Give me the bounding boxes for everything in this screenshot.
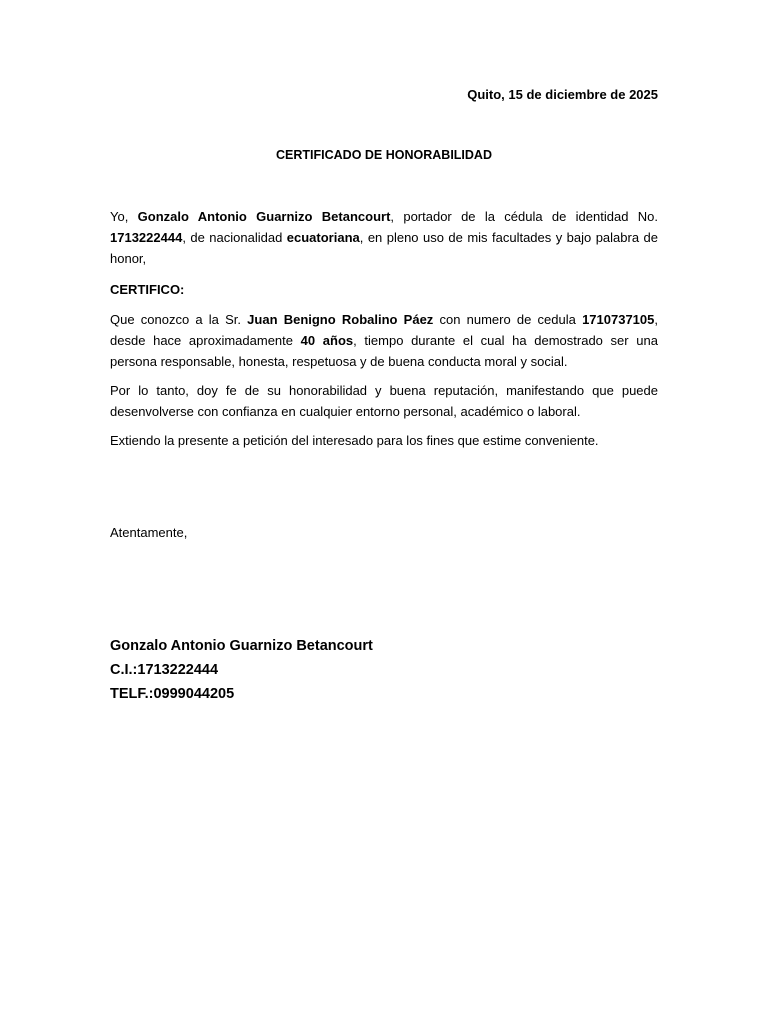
signature-block — [110, 634, 373, 706]
document-date: Quito, 15 de diciembre de 2025 — [467, 87, 658, 102]
paragraph-text: , de nacionalidad — [182, 230, 287, 245]
signature-phone: TELF.:0999044205 — [110, 686, 235, 702]
paragraph-text: Que conozco a la Sr. — [110, 312, 248, 327]
certifico-label: CERTIFICO: — [110, 282, 185, 297]
paragraph-certified-person — [110, 309, 658, 372]
certified-person-name: Juan Benigno Robalino Páez — [247, 312, 434, 327]
signature-name: Gonzalo Antonio Guarnizo Betancourt — [110, 638, 373, 654]
closing-salutation: Atentamente, — [110, 525, 188, 540]
paragraph-text: Yo, — [110, 209, 138, 224]
paragraph-text: , portador de la cédula de identidad No. — [390, 209, 658, 224]
paragraph-text: con numero de cedula — [433, 312, 583, 327]
document-title: CERTIFICADO DE HONORABILIDAD — [276, 148, 492, 162]
paragraph-text: , tiempo durante el cual ha demostrado ser una persona responsable, honesta, respetuosa y de buena conducta moral y social. — [110, 333, 658, 369]
certified-person-id-number: 1710737105 — [582, 312, 655, 327]
declarant-nationality: ecuatoriana — [286, 230, 360, 245]
paragraph-text: , en pleno uso de mis facultades y bajo palabra de honor, — [110, 230, 658, 266]
paragraph-honorability: Por lo tanto, doy fe de su honorabilidad y buena reputación, manifestando que puede desenvolverse con confianza en cualquier entorno personal, académico o laboral. — [110, 383, 658, 419]
years-known: 40 años — [300, 333, 354, 348]
paragraph-purpose: Extiendo la presente a petición del interesado para los fines que estime conveniente. — [110, 433, 599, 448]
paragraph-text: , desde hace aproximadamente — [110, 312, 658, 348]
paragraph-declarant — [110, 206, 658, 269]
declarant-name: Gonzalo Antonio Guarnizo Betancourt — [137, 209, 391, 224]
signature-id: C.I.:1713222444 — [110, 662, 219, 678]
declarant-id-number: 1713222444 — [110, 230, 183, 245]
